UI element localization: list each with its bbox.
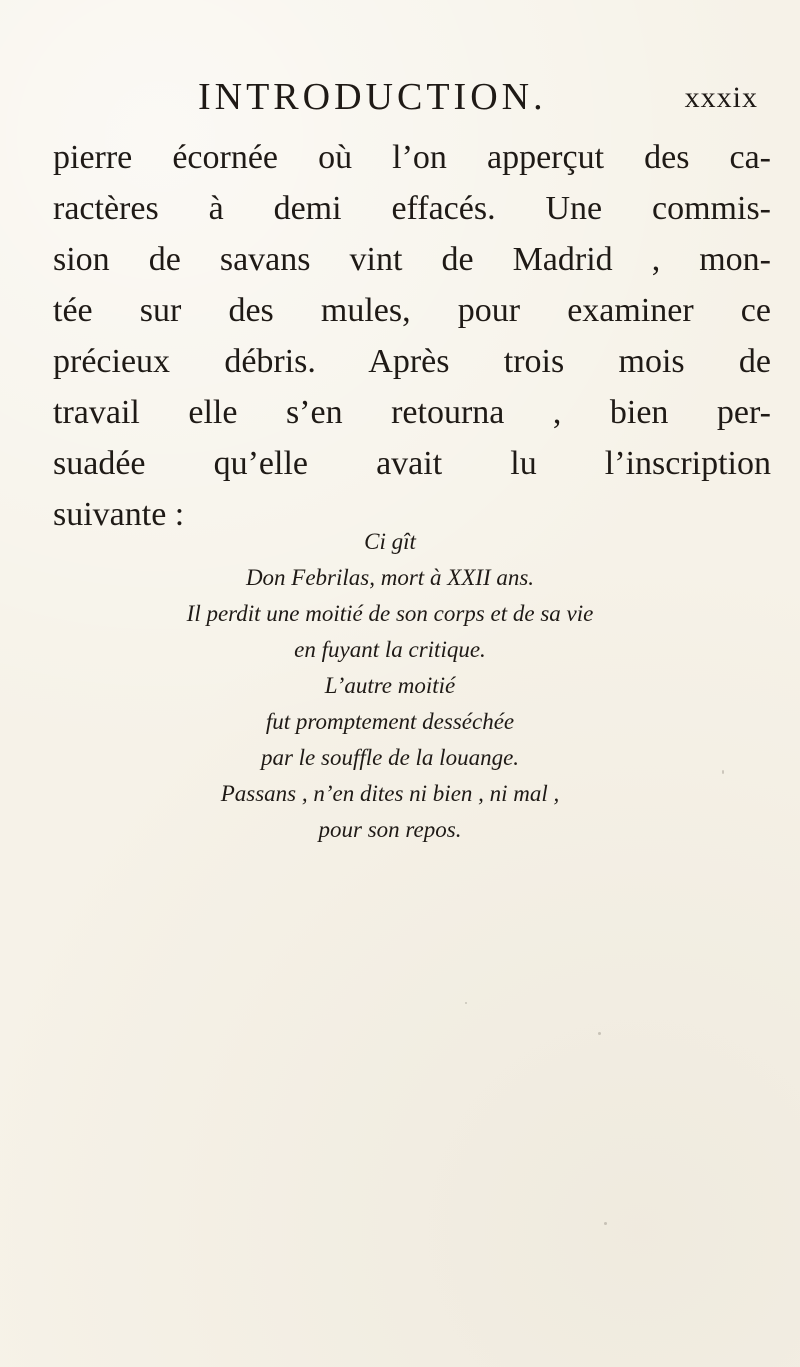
main-paragraph bbox=[53, 132, 771, 540]
paper-speck bbox=[465, 1002, 467, 1004]
epitaph-inscription bbox=[120, 524, 660, 848]
running-title: INTRODUCTION. bbox=[198, 76, 547, 118]
epitaph-line: Il perdit une moitié de son corps et de sa vie bbox=[186, 601, 594, 626]
paper-speck bbox=[598, 1032, 601, 1035]
epitaph-line: pour son repos. bbox=[318, 817, 462, 842]
running-header bbox=[198, 72, 758, 122]
paragraph-line: travail elle s’en retourna , bien per- bbox=[53, 394, 771, 431]
epitaph-line: L’autre moitié bbox=[324, 673, 456, 698]
paragraph-line: tée sur des mules, pour examiner ce bbox=[53, 292, 771, 329]
paragraph-line: suadée qu’elle avait lu l’inscription bbox=[53, 445, 771, 482]
paragraph-line: ractères à demi effacés. Une commis- bbox=[53, 190, 771, 227]
paragraph-line: sion de savans vint de Madrid , mon- bbox=[53, 241, 771, 278]
page-number: xxxix bbox=[684, 81, 758, 114]
paragraph-line: pierre écornée où l’on apperçut des ca- bbox=[53, 139, 771, 176]
paragraph-line: suivante : bbox=[53, 496, 185, 533]
epitaph-line: Ci gît bbox=[364, 529, 416, 554]
paper-speck bbox=[604, 1222, 607, 1225]
epitaph-line: Passans , n’en dites ni bien , ni mal , bbox=[220, 781, 560, 806]
epitaph-line: par le souffle de la louange. bbox=[260, 745, 520, 770]
epitaph-line: fut promptement desséchée bbox=[265, 709, 515, 734]
epitaph-line: Don Febrilas, mort à XXII ans. bbox=[245, 565, 535, 590]
epitaph-line: en fuyant la critique. bbox=[294, 637, 486, 662]
paragraph-line: précieux débris. Après trois mois de bbox=[53, 343, 771, 380]
paper-speck bbox=[722, 770, 724, 774]
